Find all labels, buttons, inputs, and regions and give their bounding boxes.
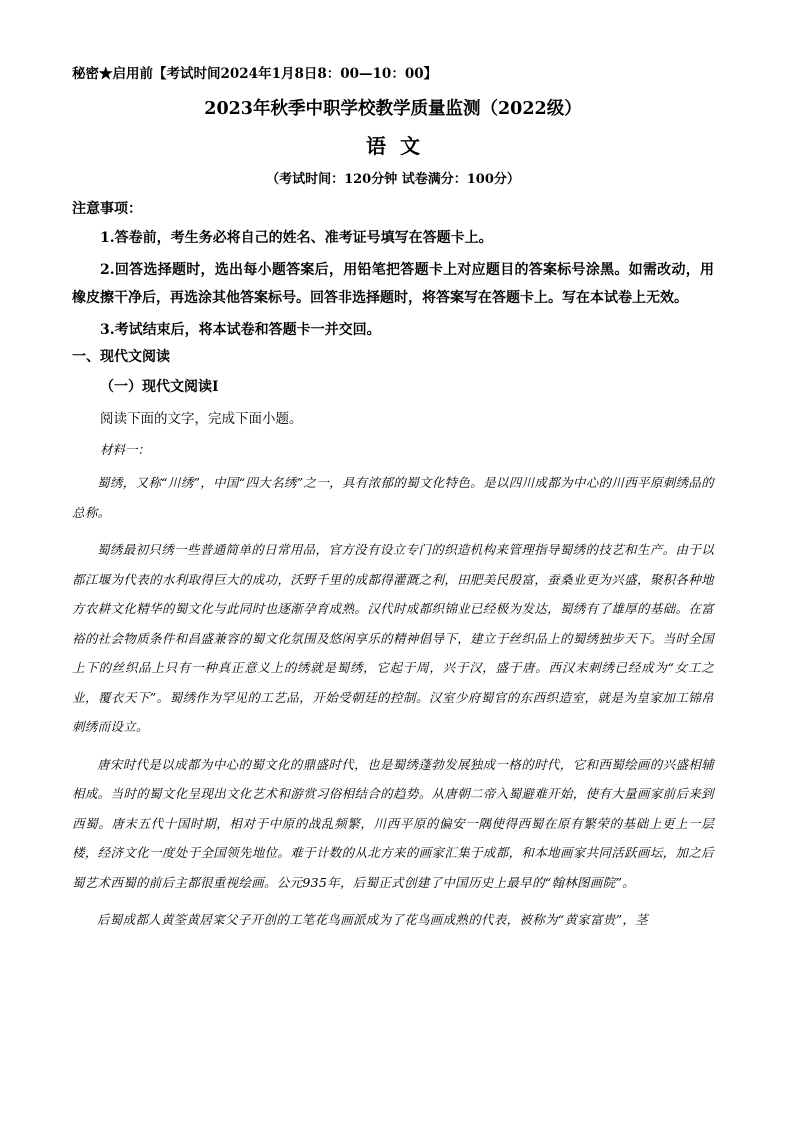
material-paragraph: 后蜀成都人黄筌黄居寀父子开创的工笔花鸟画派成为了花鸟画成熟的代表，被称为“黄家富贵”，茎: [97, 912, 648, 927]
material-paragraph: 蜀绣最初只绣一些普通简单的日常用品，官方没有设立专门的织造机构来管理指导蜀绣的技艺和生产。由于以都江堰为代表的水利取得巨大的成功，沃野千里的成都得灌溉之利，田肥美民殷富，蚕桑业更为兴盛，聚积各种地方农耕文化精华的蜀文化与此同时也逐渐孕育成熟。汉代时成都织锦业已经极为发达，蜀绣有了雄厚的基础。在富裕的社会物质条件和昌盛兼容的蜀文化氛围及悠闲享乐的精神倡导下，建立于丝织品上的蜀绣独步天下。当时全国上下的丝织品上只有一种真正意义上的绣就是蜀绣，它起于周，兴于汉，盛于唐。西汉末刺绣已经成为“女工之业，覆衣天下”。蜀绣作为罕见的工艺品，开始受朝廷的控制。汉室少府蜀官的东西织造室，就是为皇家加工锦帛刺绣而设立。: [72, 542, 714, 734]
material-paragraph: 唐宋时代是以成都为中心的蜀文化的鼎盛时代，也是蜀绣蓬勃发展独成一格的时代，它和西蜀绘画的兴盛相辅相成。当时的蜀文化呈现出文化艺术和游赏习俗相结合的趋势。从唐朝二帝入蜀避难开始，使有大量画家前后来到西蜀。唐末五代十国时期，相对于中原的战乱频繁，川西平原的偏安一隅使得西蜀在原有繁荣的基础上更上一层楼，经济文化一度处于全国领先地位。难于计数的从北方来的画家汇集于成都，和本地画家共同活跃画坛，加之后蜀艺术西蜀的前后主都很重视绘画。公元935年，后蜀正式创建了中国历史上最早的“翰林图画院”。: [72, 756, 714, 890]
material-paragraph: 蜀绣，又称“川绣”，中国“四大名绣”之一，具有浓郁的蜀文化特色。是以四川成都为中心的川西平原刺绣品的总称。: [72, 475, 714, 520]
notice-item: 2.回答选择题时，选出每小题答案后，用铅笔把答题卡上对应题目的答案标号涂黑。如需改动，用橡皮擦干净后，再选涂其他答案标号。回答非选择题时，将答案写在答题卡上。写在本试卷上无效。: [72, 262, 714, 306]
notice-item: 3.考试结束后，将本试卷和答题卡一并交回。: [100, 322, 381, 338]
section-title: 一、现代文阅读: [72, 349, 170, 365]
reading-instruction: 阅读下面的文字，完成下面小题。: [100, 411, 303, 427]
notice-title: 注意事项：: [72, 201, 142, 217]
notice-item: 1.答卷前，考生务必将自己的姓名、准考证号填写在答题卡上。: [100, 230, 493, 246]
material-label: 材料一：: [100, 442, 151, 457]
exam-meta: （考试时间：120分钟 试卷满分：100分）: [266, 172, 520, 187]
exam-title: 2023年秋季中职学校教学质量监测（2022级）: [204, 99, 582, 119]
subsection-title: （一）现代文阅读Ⅰ: [100, 379, 219, 395]
confidential-line: 秘密★启用前【考试时间2024年1月8日8：00—10：00】: [72, 66, 438, 82]
subject-title: 语文: [366, 134, 434, 158]
